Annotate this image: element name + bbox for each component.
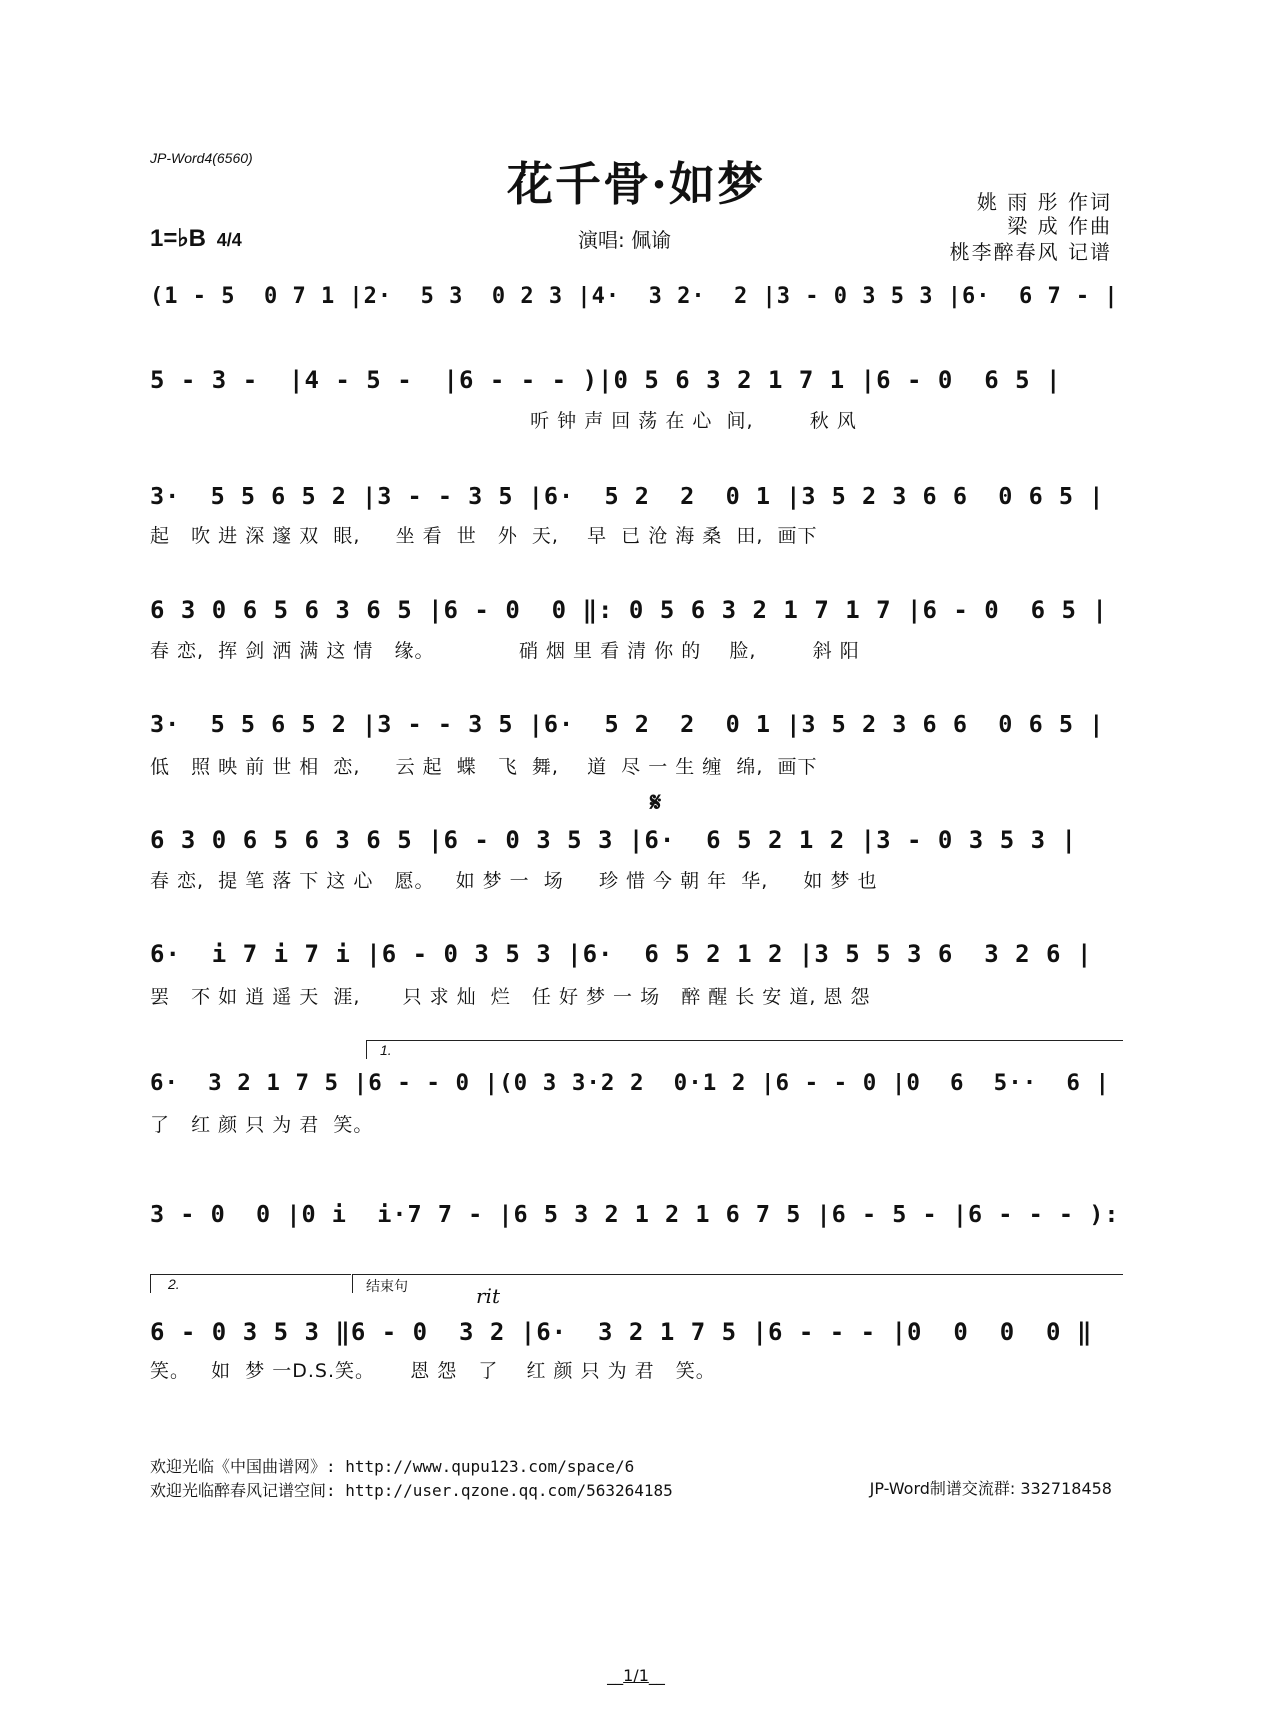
key-signature — [150, 224, 242, 253]
time-signature: 4/4 — [216, 230, 242, 250]
lyric-line: 罢 不 如 逍 遥 天 涯, 只 求 灿 烂 任 好 梦 一 场 醉 醒 长 安 道, 恩 怨 — [150, 986, 871, 1008]
rit-marking: rit — [476, 1284, 500, 1308]
segno-icon: 𝄋 — [650, 788, 662, 818]
footer-link-1[interactable]: 欢迎光临《中国曲谱网》: http://www.qupu123.com/space/6 — [150, 1457, 635, 1476]
volta-1-bracket — [366, 1040, 1123, 1059]
footer-group: JP-Word制谱交流群: 332718458 — [869, 1479, 1112, 1498]
score-row — [150, 706, 1122, 746]
lyric-line: 低 照 映 前 世 相 恋, 云 起 蝶 飞 舞, 道 尽 一 生 缠 绵, 画下 — [150, 756, 818, 778]
page-number: __1/1__ — [607, 1666, 665, 1685]
notation-line: 6· 3 2 1 7 5 |6 - - 0 |(0 3 3·2 2 0·1 2 |6 - - 0 |0 6 5·· 6 | — [150, 1070, 1111, 1096]
key-label: 1=♭B — [150, 225, 207, 252]
notation-line: 6 - 0 3 5 3 ‖6 - 0 3 2 |6· 3 2 1 7 5 |6 - - - |0 0 0 0 ‖ — [150, 1318, 1093, 1346]
notation-line: 5 - 3 - |4 - 5 - |6 - - - )|0 5 6 3 2 1 7 1 |6 - 0 6 5 | — [150, 366, 1062, 394]
volta-1-label: 1. — [380, 1042, 392, 1058]
page-number-value: 1/1 — [623, 1666, 649, 1685]
lyric-line: 春 恋, 挥 剑 洒 满 这 情 缘。 硝 烟 里 看 清 你 的 脸, 斜 阳 — [150, 640, 860, 662]
transcriber-credit: 桃李醉春风 记谱 — [949, 240, 1112, 264]
lyric-line: 春 恋, 提 笔 落 下 这 心 愿。 如 梦 一 场 珍 惜 今 朝 年 华, 如 梦 也 — [150, 870, 878, 892]
lyric-line: 了 红 颜 只 为 君 笑。 — [150, 1114, 374, 1136]
notation-line: 3· 5 5 6 5 2 |3 - - 3 5 |6· 5 2 2 0 1 |3 5 2 3 6 6 0 6 5 | — [150, 710, 1105, 738]
score-row — [150, 1066, 1122, 1106]
notation-line: 3 - 0 0 |0 i i·7 7 - |6 5 3 2 1 2 1 6 7 5 |6 - 5 - |6 - - - ): — [150, 1200, 1120, 1228]
score-row — [150, 362, 1122, 402]
notation-line: 6· i 7 i 7 i |6 - 0 3 5 3 |6· 6 5 2 1 2 |3 5 5 3 6 3 2 6 | — [150, 940, 1093, 968]
notation-line: 6 3 0 6 5 6 3 6 5 |6 - 0 0 ‖: 0 5 6 3 2 1 7 1 7 |6 - 0 6 5 | — [150, 596, 1108, 624]
score-row — [150, 478, 1122, 518]
lyric-line: 听 钟 声 回 荡 在 心 间, 秋 风 — [150, 410, 857, 432]
score-row — [150, 1314, 1122, 1354]
score-row — [150, 592, 1122, 632]
score-row — [150, 280, 1122, 320]
volta-2-label: 2. — [168, 1276, 180, 1292]
notation-line: 3· 5 5 6 5 2 |3 - - 3 5 |6· 5 2 2 0 1 |3 5 2 3 6 6 0 6 5 | — [150, 482, 1105, 510]
lyricist-credit: 姚 雨 彤 作词 — [976, 190, 1112, 214]
singer-credit: 演唱: 佩谕 — [578, 228, 672, 252]
notation-line: 6 3 0 6 5 6 3 6 5 |6 - 0 3 5 3 |6· 6 5 2 1 2 |3 - 0 3 5 3 | — [150, 826, 1077, 854]
notation-line: (1 - 5 0 7 1 |2· 5 3 0 2 3 |4· 3 2· 2 |3 - 0 3 5 3 |6· 6 7 - | — [150, 284, 1119, 309]
ending-bracket — [352, 1274, 1123, 1293]
volta-2-bracket — [150, 1274, 351, 1293]
composer-credit: 梁 成 作曲 — [1007, 214, 1112, 238]
footer-link-2[interactable]: 欢迎光临醉春风记谱空间: http://user.qzone.qq.com/563264185 — [150, 1481, 673, 1500]
lyric-line: 笑。 如 梦 一D.S.笑。 恩 怨 了 红 颜 只 为 君 笑。 — [150, 1360, 716, 1382]
score-row — [150, 822, 1122, 862]
song-title: 花千骨·如梦 — [506, 157, 765, 211]
software-label: JP-Word4(6560) — [150, 150, 253, 166]
ending-label: 结束句 — [366, 1278, 408, 1294]
score-row — [150, 1196, 1122, 1236]
lyric-line: 起 吹 进 深 邃 双 眼, 坐 看 世 外 天, 早 已 沧 海 桑 田, 画下 — [150, 525, 818, 547]
score-row — [150, 936, 1122, 976]
